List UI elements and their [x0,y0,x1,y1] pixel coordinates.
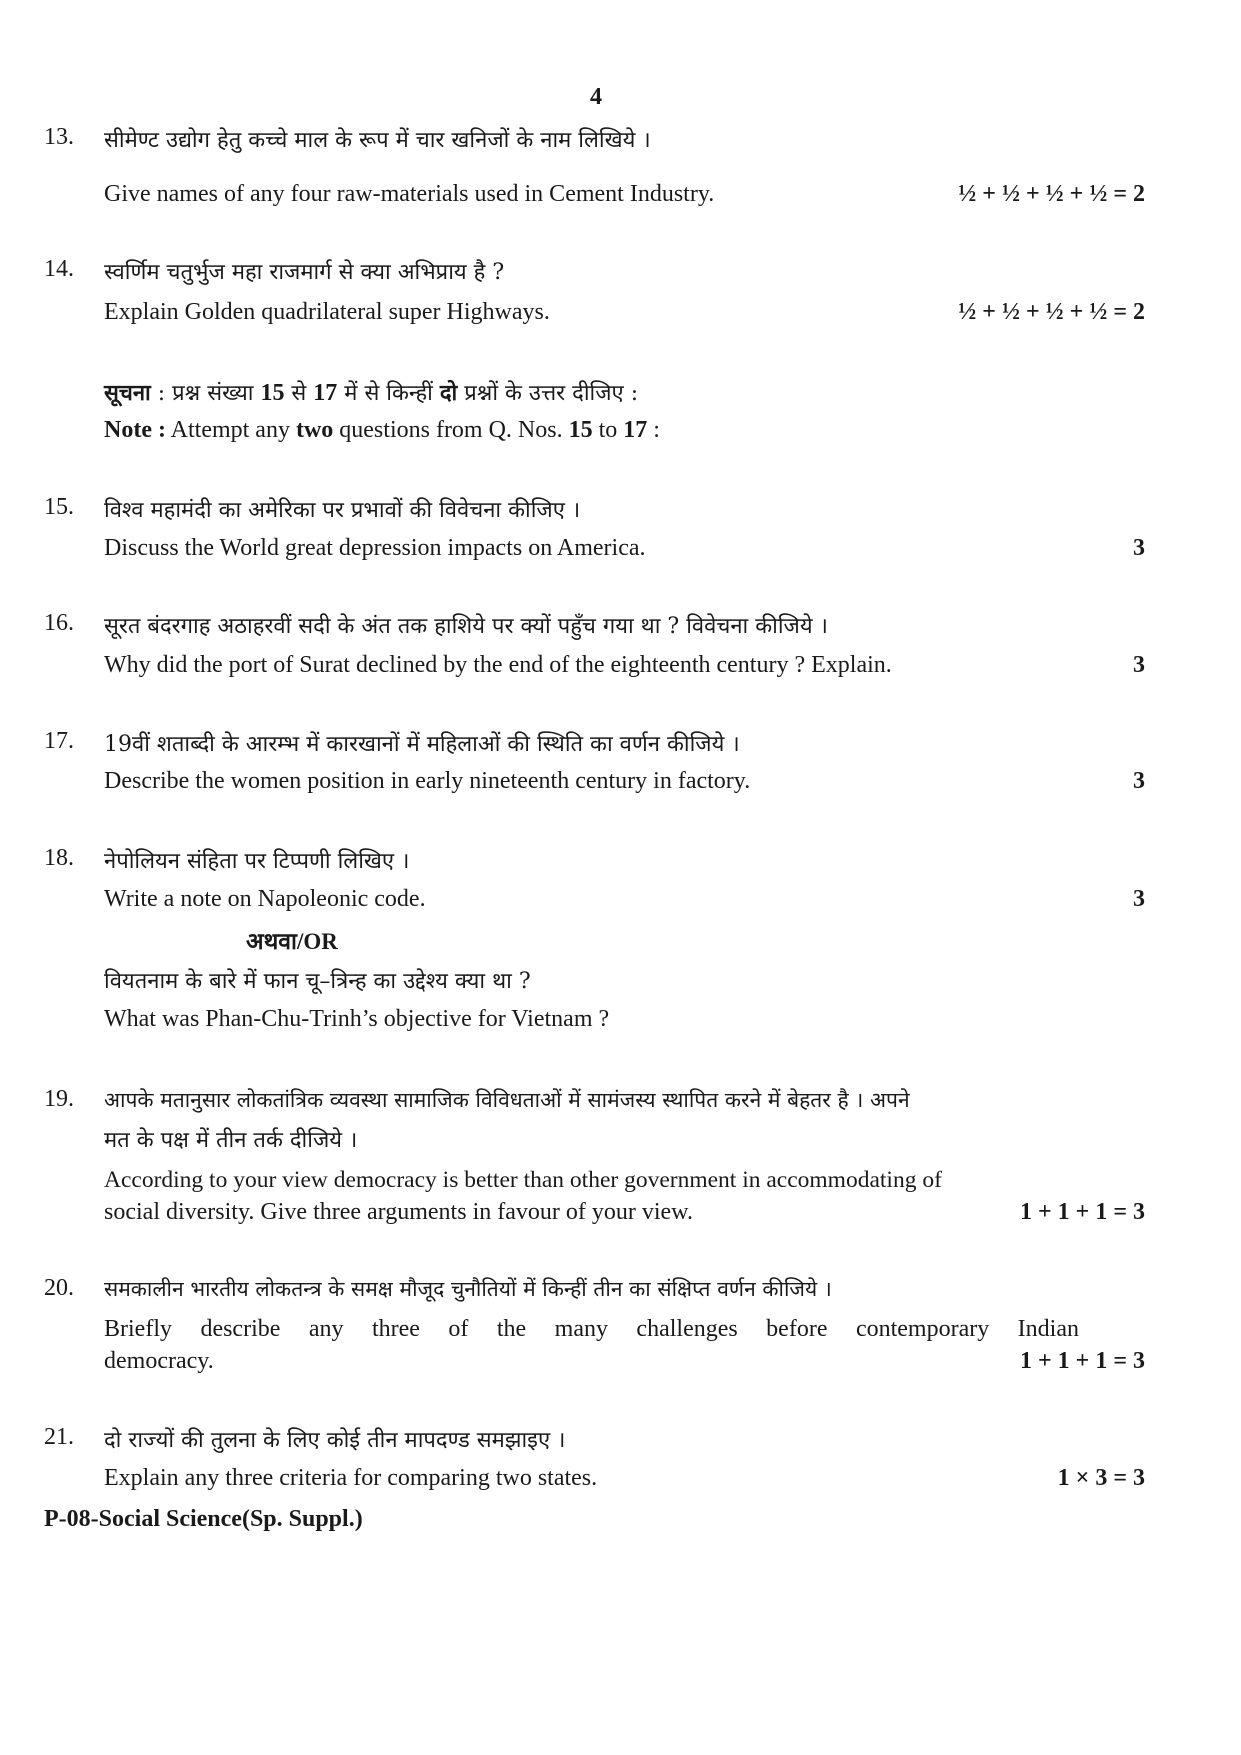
question-number-14: 14. [44,256,74,282]
footer-paper-code: P-08-Social Science(Sp. Suppl.) [44,1506,363,1532]
question-20-marks: 1 + 1 + 1 = 3 [1019,1348,1145,1374]
question-13-english: Give names of any four raw-materials used in Cement Industry. [104,181,715,207]
question-20-english-line1: Briefly describe any three of the many challenges before contemporary Indian [104,1316,1079,1342]
question-13-hindi: सीमेण्ट उद्योग हेतु कच्चे माल के रूप में चार खनिजों के नाम लिखिये । [104,128,651,153]
note-hindi: सूचना : प्रश्न संख्या 15 से 17 में से किन्हीं दो प्रश्नों के उत्तर दीजिए : [104,380,639,406]
question-15-marks: 3 [1133,535,1145,561]
question-21-english: Explain any three criteria for comparing two states. [104,1465,598,1491]
question-number-20: 20. [44,1275,74,1301]
question-18-alt-english: What was Phan-Chu-Trinh’s objective for Vietnam ? [104,1006,610,1032]
question-18-alt-hindi: वियतनाम के बारे में फान चू–त्रिन्ह का उद्देश्य क्या था ? [104,969,531,994]
question-19-hindi-line2: मत के पक्ष में तीन तर्क दीजिये । [104,1128,358,1153]
question-number-16: 16. [44,610,74,636]
question-16-marks: 3 [1133,652,1145,678]
question-19-marks: 1 + 1 + 1 = 3 [1019,1199,1145,1225]
question-number-21: 21. [44,1424,74,1450]
page-number: 4 [590,84,602,110]
note-hindi-label: सूचना [104,380,151,406]
question-13-marks: ½ + ½ + ½ + ½ = 2 [958,181,1145,207]
note-english-label: Note : [104,417,166,443]
question-18-or-label: अथवा/OR [246,929,338,954]
question-15-hindi: विश्व महामंदी का अमेरिका पर प्रभावों की विवेचना कीजिए । [104,498,581,523]
question-16-hindi: सूरत बंदरगाह अठाहरवीं सदी के अंत तक हाशिये पर क्यों पहुँच गया था ? विवेचना कीजिये । [104,614,828,639]
question-16-english: Why did the port of Surat declined by the end of the eighteenth century ? Explain. [104,652,892,678]
question-18-hindi: नेपोलियन संहिता पर टिप्पणी लिखिए । [104,849,410,874]
question-number-13: 13. [44,124,74,150]
question-19-english-line2: social diversity. Give three arguments in favour of your view. [104,1199,693,1225]
question-19-english-line1: According to your view democracy is better than other government in accommodating of [104,1167,942,1193]
question-14-hindi: स्वर्णिम चतुर्भुज महा राजमार्ग से क्या अभिप्राय है ? [104,260,505,285]
question-17-hindi: 19वीं शताब्दी के आरम्भ में कारखानों में महिलाओं की स्थिति का वर्णन कीजिये । [104,732,740,757]
question-number-17: 17. [44,728,74,754]
question-17-english: Describe the women position in early nineteenth century in factory. [104,768,751,794]
question-15-english: Discuss the World great depression impacts on America. [104,535,646,561]
question-21-marks: 1 × 3 = 3 [1057,1465,1145,1491]
question-number-18: 18. [44,845,74,871]
question-19-hindi-line1: आपके मतानुसार लोकतांत्रिक व्यवस्था सामाजिक विविधताओं में सामंजस्य स्थापित करने में बेहतर है । अपने [104,1088,910,1112]
question-14-english: Explain Golden quadrilateral super Highways. [104,299,550,325]
question-14-marks: ½ + ½ + ½ + ½ = 2 [958,299,1145,325]
question-20-hindi: समकालीन भारतीय लोकतन्त्र के समक्ष मौजूद चुनौतियों में किन्हीं तीन का संक्षिप्त वर्णन कीजिये । [104,1277,832,1301]
question-17-marks: 3 [1133,768,1145,794]
question-21-hindi: दो राज्यों की तुलना के लिए कोई तीन मापदण्ड समझाइए । [104,1428,566,1453]
note-english: Note : Attempt any two questions from Q. Nos. 15 to 17 : [104,417,660,443]
question-20-english-line2: democracy. [104,1348,214,1374]
question-18-marks: 3 [1133,886,1145,912]
question-18-english: Write a note on Napoleonic code. [104,886,426,912]
question-number-19: 19. [44,1086,74,1112]
question-number-15: 15. [44,494,74,520]
